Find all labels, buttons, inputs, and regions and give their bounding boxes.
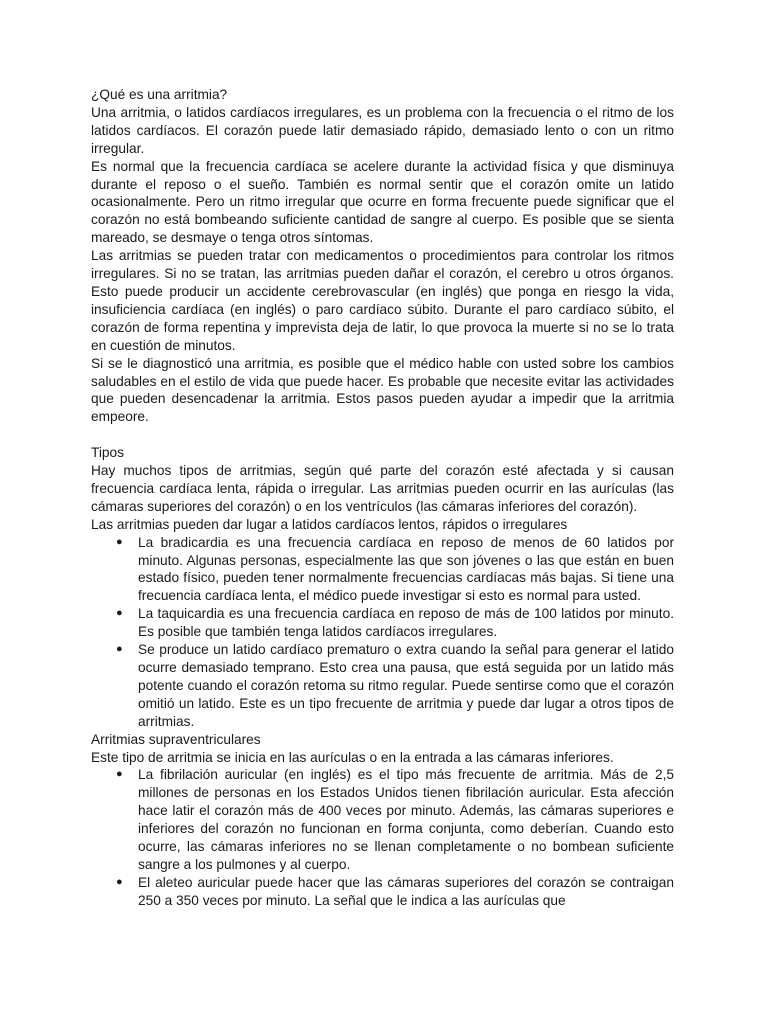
supraventriculares-intro: Este tipo de arritmia se inicia en las aurículas o en la entrada a las cámaras inferiores. — [91, 749, 614, 765]
section-intro — [91, 86, 674, 426]
blank-line — [91, 426, 674, 444]
tipos-paragraph-1: Hay muchos tipos de arritmias, según qué parte del corazón esté afectada y si causan frecuencia cardíaca lenta, rápida o irregular. Las arritmias pueden ocurrir en las aurículas (las cámaras superiores del corazón) o en los ventrículos (las cámaras inferiores del corazón). — [91, 463, 674, 514]
list-item-text: Se produce un latido cardíaco prematuro o extra cuando la señal para generar el latido ocurre demasiado temprano. Esto crea una pausa, que está seguida por un latido más potente cuando el corazón retoma su ritmo regular. Puede sentirse como que el corazón omitió un latido. Este es un tipo frecuente de arritmia y puede dar lugar a otros tipos de arritmias. — [138, 642, 674, 729]
intro-paragraph-1: Una arritmia, o latidos cardíacos irregulares, es un problema con la frecuencia o el ritmo de los latidos cardíacos. El corazón puede latir demasiado rápido, demasiado lento o con un ritmo irregular. — [91, 104, 674, 156]
bullet-dot-icon: ● — [116, 643, 123, 656]
tipos-paragraph-2: Las arritmias pueden dar lugar a latidos cardíacos lentos, rápidos o irregulares — [91, 516, 568, 532]
list-item-text: La taquicardia es una frecuencia cardíaca en reposo de más de 100 latidos por minuto. Es posible que también tenga latidos cardíacos irregulares. — [138, 606, 674, 640]
section-supraventriculares — [91, 731, 674, 910]
section-heading-tipos: Tipos — [91, 445, 124, 461]
section-tipos — [91, 444, 674, 731]
document-page — [91, 86, 674, 910]
section-heading-supraventriculares: Arritmias supraventriculares — [91, 731, 261, 747]
list-item — [91, 534, 674, 606]
bullet-dot-icon: ● — [116, 607, 123, 620]
bullet-dot-icon: ● — [116, 535, 123, 548]
list-item — [91, 605, 674, 641]
list-item-text: La bradicardia es una frecuencia cardíaca en reposo de menos de 60 latidos por minuto. Algunas personas, especialmente las que son jóvenes o las que están en buen estado físico, pueden tener normalmente frecuencias cardíacas más bajas. Si tiene una frecuencia cardíaca lenta, el médico puede investigar si esto es normal para usted. — [138, 534, 674, 604]
intro-paragraph-4: Si se le diagnosticó una arritmia, es posible que el médico hable con usted sobre los cambios saludables en el estilo de vida que puede hacer. Es probable que necesite evitar las actividades que pueden desencadenar la arritmia. Estos pasos pueden ayudar a impedir que la arritmia empeore. — [91, 355, 674, 425]
section-heading-intro: ¿Qué es una arritmia? — [91, 87, 228, 102]
tipos-bullet-list — [91, 534, 674, 731]
supraventriculares-bullet-list — [91, 766, 674, 909]
list-item — [91, 874, 674, 910]
list-item-text: La fibrilación auricular (en inglés) es el tipo más frecuente de arritmia. Más de 2,5 millones de personas en los Estados Unidos tienen fibrilación auricular. Esta afección hace latir el corazón más de 400 veces por minuto. Además, las cámaras superiores e inferiores del corazón no funcionan en forma conjunta, como deberían. Cuando esto ocurre, las cámaras inferiores no se llenan completamente o no bombean suficiente sangre a los pulmones y al cuerpo. — [138, 767, 674, 872]
intro-paragraph-3: Las arritmias se pueden tratar con medicamentos o procedimientos para controlar los ritmos irregulares. Si no se tratan, las arritmias pueden dañar el corazón, el cerebro u otros órganos. Esto puede producir un accidente cerebrovascular (en inglés) que ponga en riesgo la vida, insuficiencia cardíaca (en inglés) o paro cardíaco súbito. Durante el paro cardíaco súbito, el corazón de forma repentina y imprevista deja de latir, lo que provoca la muerte si no se lo trata en cuestión de minutos. — [91, 248, 674, 353]
intro-paragraph-2: Es normal que la frecuencia cardíaca se acelere durante la actividad física y que disminuya durante el reposo o el sueño. También es normal sentir que el corazón omite un latido ocasionalmente. Pero un ritmo irregular que ocurre en forma frecuente puede significar que el corazón no está bombeando suficiente cantidad de sangre al cuerpo. Es posible que se sienta mareado, se desmaye o tenga otros síntomas. — [91, 158, 674, 246]
bullet-dot-icon: ● — [116, 875, 123, 888]
list-item — [91, 641, 674, 731]
list-item-text: El aleteo auricular puede hacer que las cámaras superiores del corazón se contraigan 250 a 350 veces por minuto. La señal que le indica a las aurículas que — [138, 874, 674, 908]
list-item — [91, 766, 674, 873]
bullet-dot-icon: ● — [116, 768, 123, 781]
